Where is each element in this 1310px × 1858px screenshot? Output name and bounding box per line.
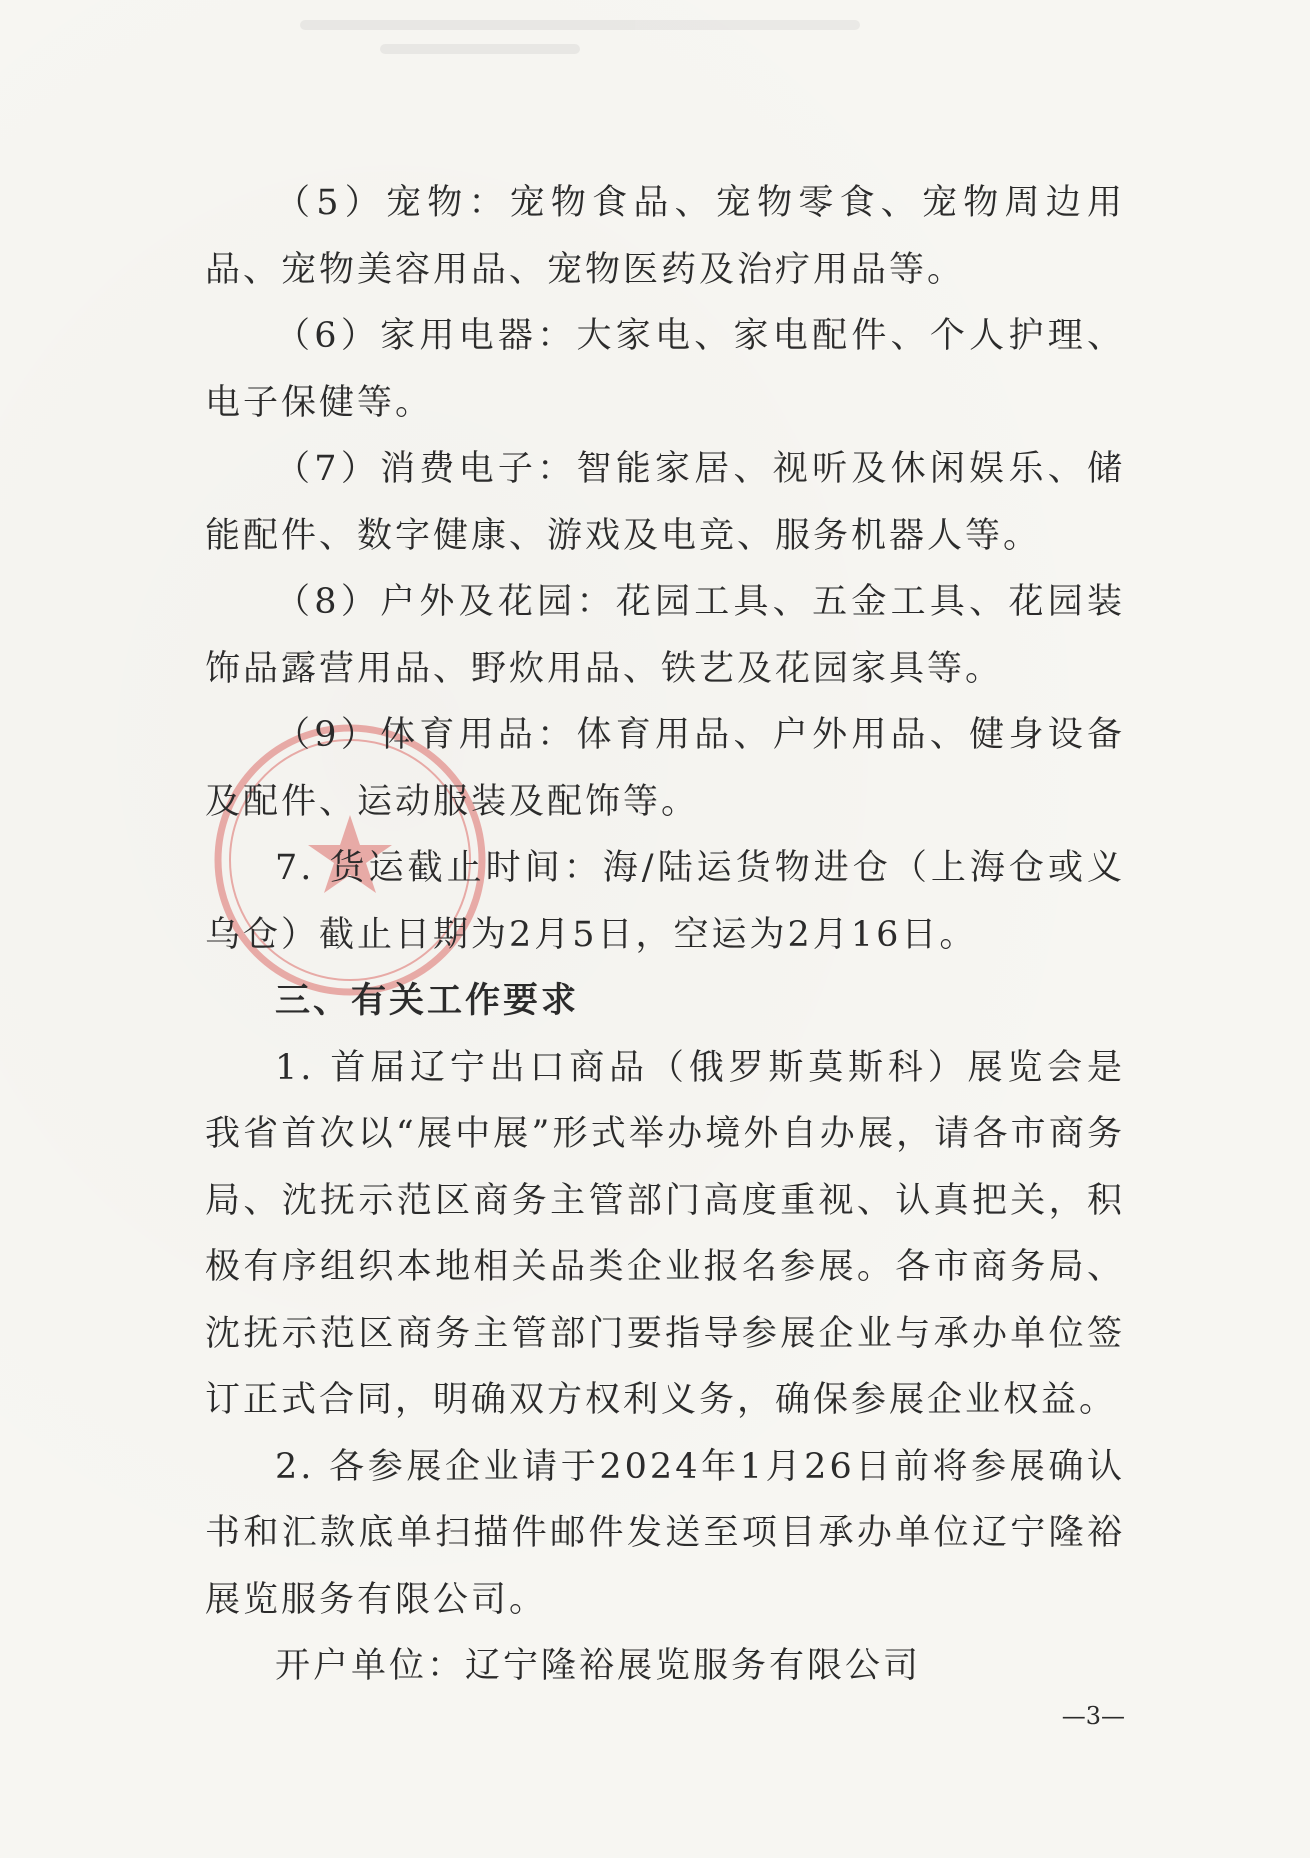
section-heading-work-requirements: 三、有关工作要求 [275,981,580,1021]
paragraph-consumer-electronics: （7）消费电子：智能家居、视听及休闲娱乐、储能配件、数字健康、游戏及电竞、服务机器人等。 [205,449,1125,556]
paragraph-outdoor-garden: （8）户外及花园：花园工具、五金工具、花园装饰品露营用品、野炊用品、铁艺及花园家具等。 [205,582,1125,689]
paragraph-requirement-1: 1. 首届辽宁出口商品（俄罗斯莫斯科）展览会是我省首次以“展中展”形式举办境外自办展，请各市商务局、沈抚示范区商务主管部门高度重视、认真把关，积极有序组织本地相关品类企业报名参展。各市商务局、沈抚示范区商务主管部门要指导参展企业与承办单位签订正式合同，明确双方权利义务，确保参展企业权益。 [205,1047,1125,1420]
bleed-through-marks [300,6,1100,106]
paragraph-pets: （5）宠物：宠物食品、宠物零食、宠物周边用品、宠物美容用品、宠物医药及治疗用品等。 [205,183,1125,290]
paragraph-freight-deadline: 7. 货运截止时间：海/陆运货物进仓（上海仓或义乌仓）截止日期为2月5日，空运为2月16日。 [205,848,1125,955]
paragraph-requirement-2: 2. 各参展企业请于2024年1月26日前将参展确认书和汇款底单扫描件邮件发送至项目承办单位辽宁隆裕展览服务有限公司。 [205,1446,1125,1620]
paragraph-home-appliances: （6）家用电器：大家电、家电配件、个人护理、电子保健等。 [205,316,1125,423]
paragraph-sporting-goods: （9）体育用品：体育用品、户外用品、健身设备及配件、运动服装及配饰等。 [205,715,1125,822]
paragraph-account-holder: 开户单位：辽宁隆裕展览服务有限公司 [275,1646,922,1686]
page-number: —3— [1061,1702,1125,1730]
document-body [205,170,1125,1700]
